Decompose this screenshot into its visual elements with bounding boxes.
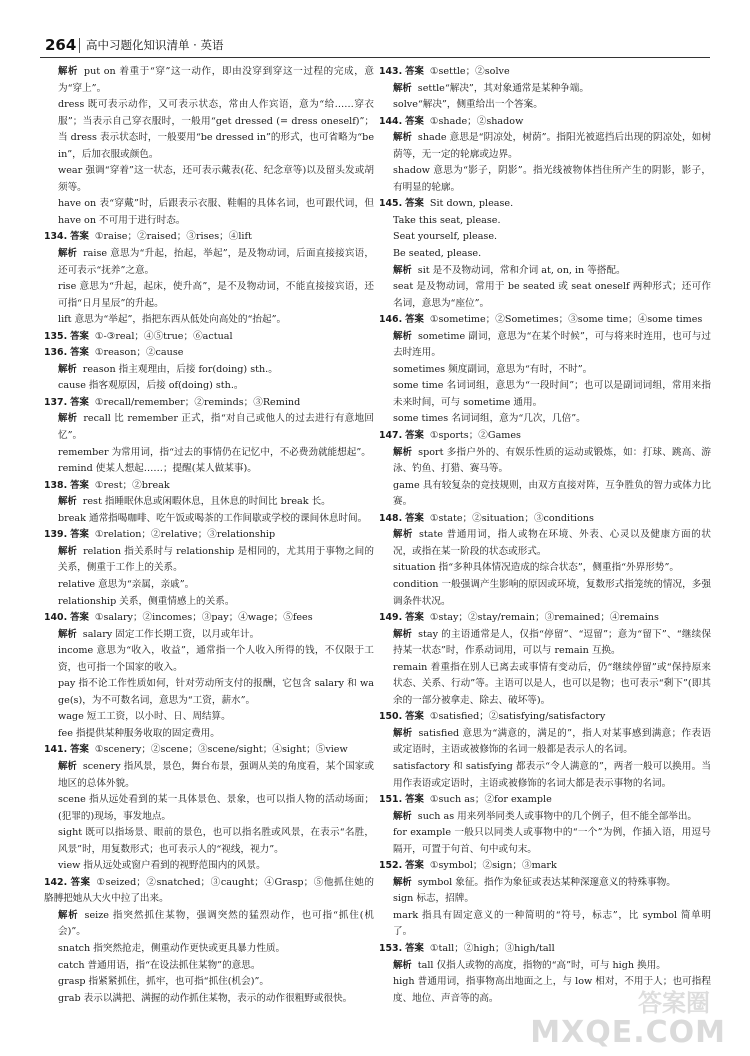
answer-label: 答案 bbox=[405, 612, 424, 624]
answer-entry bbox=[379, 792, 711, 809]
entry-text: ①seized；②snatched；③caught；④Grasp；⑤他抓住她的胳膊把她从大火中拉了出来。 bbox=[44, 876, 374, 905]
analysis-label: 解析 bbox=[58, 760, 77, 772]
answer-entry bbox=[44, 329, 374, 346]
analysis-label: 解析 bbox=[58, 413, 78, 425]
explanation-paragraph bbox=[393, 560, 711, 577]
entry-text: income 意思为“收入，收益”，通常指一个人收入所得的钱，不仅限于工资，也可指一个国家的收入。 bbox=[58, 645, 374, 673]
entry-text: catch 普通用语，指“在设法抓住某物”的意思。 bbox=[58, 959, 261, 971]
entry-text: reason 指主观理由，后接 for(doing) sth.。 bbox=[82, 363, 278, 375]
entry-text: shade 意思是“阴凉处，树荫”。指阳光被遮挡后出现的阴凉处，如树荫等，无一定的轮廓或边界。 bbox=[393, 132, 711, 160]
entry-text: salary 固定工作长期工资，以月或年计。 bbox=[82, 628, 260, 640]
analysis-label: 解析 bbox=[58, 248, 78, 260]
entry-text: seat 是及物动词，常用于 be seated 或 seat oneself 两种形式；还可作名词，意思为“座位”。 bbox=[393, 281, 711, 309]
entry-text: ①symbol；②sign；③mark bbox=[429, 860, 557, 872]
entry-text: wage 短工工资，以小时、日、周结算。 bbox=[58, 711, 231, 723]
analysis-label: 解析 bbox=[393, 810, 412, 822]
analysis-entry bbox=[393, 81, 711, 98]
entry-text: raise 意思为“升起，抬起，举起”，是及物动词，后面直接接宾语，还可表示“抚养”之意。 bbox=[58, 248, 374, 276]
answer-entry bbox=[44, 742, 374, 759]
entry-text: grab 表示以满把、满握的动作抓住某物，表示的动作很粗野或很快。 bbox=[58, 992, 353, 1004]
entry-text: sometimes 频度副词，意思为“有时，不时”。 bbox=[393, 363, 593, 375]
explanation-paragraph bbox=[393, 229, 711, 246]
analysis-entry bbox=[393, 875, 711, 892]
explanation-paragraph bbox=[58, 709, 374, 726]
entry-text: ①reason；②cause bbox=[94, 347, 184, 359]
question-number: 147. bbox=[379, 430, 403, 442]
answer-label: 答案 bbox=[70, 529, 89, 541]
question-number: 149. bbox=[379, 612, 403, 624]
analysis-entry bbox=[58, 908, 374, 941]
answer-entry bbox=[44, 527, 374, 544]
answer-label: 答案 bbox=[70, 479, 89, 491]
answer-entry bbox=[379, 428, 711, 445]
explanation-paragraph bbox=[58, 792, 374, 825]
answer-entry bbox=[379, 610, 711, 627]
question-number: 142. bbox=[44, 876, 68, 888]
book-title: 高中习题化知识清单 · 英语 bbox=[86, 38, 224, 52]
answer-entry bbox=[379, 196, 711, 213]
explanation-paragraph bbox=[58, 577, 374, 594]
entry-text: view 指从远处或窗户看到的视野范围内的风景。 bbox=[58, 860, 266, 872]
explanation-paragraph bbox=[393, 163, 711, 196]
answer-label: 答案 bbox=[405, 711, 424, 723]
answer-label: 答案 bbox=[405, 314, 424, 326]
entry-text: ①sports；②Games bbox=[429, 430, 521, 442]
explanation-paragraph bbox=[393, 891, 711, 908]
entry-text: ①recall/remember；②reminds；③Remind bbox=[94, 396, 301, 408]
analysis-entry bbox=[393, 726, 711, 759]
entry-text: rise 意思为“升起，起床，使升高”，是不及物动词，不能直接接宾语，还可指“日月星辰”的升起。 bbox=[58, 281, 374, 309]
watermark-logo: 答案圈 bbox=[638, 989, 710, 1017]
entry-text: satisfactory 和 satisfying 都表示“令人满意的”，两者一般可以换用。当用作表语或定语时，主语或被修饰的名词大都是表示事物的名词。 bbox=[393, 760, 711, 789]
question-number: 148. bbox=[379, 512, 403, 524]
answer-entry bbox=[44, 395, 374, 412]
explanation-paragraph bbox=[58, 858, 374, 875]
entry-text: snatch 指突然抢走，侧重动作更快或更具暴力性质。 bbox=[58, 942, 286, 954]
analysis-entry bbox=[393, 627, 711, 660]
entry-text: Take this seat, please. bbox=[393, 214, 501, 226]
analysis-label: 解析 bbox=[58, 545, 78, 557]
explanation-paragraph bbox=[58, 97, 374, 163]
question-number: 146. bbox=[379, 314, 403, 326]
question-number: 137. bbox=[44, 396, 68, 408]
question-number: 138. bbox=[44, 479, 68, 491]
analysis-entry bbox=[58, 544, 374, 577]
explanation-paragraph bbox=[393, 759, 711, 792]
explanation-paragraph bbox=[393, 362, 711, 379]
answer-label: 答案 bbox=[70, 330, 89, 342]
entry-text: ①-③real；④⑤true；⑥actual bbox=[94, 330, 233, 342]
entry-text: pay 指不论工作性质如何，针对劳动所支付的报酬，它包含 salary 和 wage(s)，为不可数名词，意思为“工资，薪水”。 bbox=[58, 678, 374, 706]
entry-text: ①scenery；②scene；③scene/sight；④sight；⑤view bbox=[94, 744, 348, 756]
question-number: 141. bbox=[44, 744, 68, 756]
explanation-paragraph bbox=[393, 378, 711, 411]
question-number: 140. bbox=[44, 612, 68, 624]
analysis-entry bbox=[58, 411, 374, 444]
entry-text: sometime 副词，意思为“在某个时候”，可与将来时连用，也可与过去时连用。 bbox=[393, 330, 711, 359]
entry-text: remain 着重指在别人已离去或事情有变动后，仍“继续停留”或“保持原来状态、关系、行动”等。主语可以是人，也可以是物；也可表示“剩下”(即其余的一部分被拿走、除去、破坏等)。 bbox=[393, 661, 711, 706]
entry-text: game 具有较复杂的竞技规则，由双方直接对阵，互争胜负的智力或体力比赛。 bbox=[393, 479, 711, 508]
entry-text: put on 着重于“穿”这一动作，即由没穿到穿这一过程的完成，意为“穿上”。 bbox=[58, 66, 374, 94]
explanation-paragraph bbox=[58, 445, 374, 462]
explanation-paragraph bbox=[393, 825, 711, 858]
question-number: 135. bbox=[44, 330, 68, 342]
analysis-entry bbox=[393, 958, 711, 975]
answer-entry bbox=[44, 345, 374, 362]
question-number: 153. bbox=[379, 942, 403, 954]
entry-text: remind 使某人想起……；提醒(某人做某事)。 bbox=[58, 463, 257, 475]
explanation-paragraph bbox=[58, 991, 374, 1008]
answer-label: 答案 bbox=[70, 612, 89, 624]
entry-text: relationship 关系，侧重情感上的关系。 bbox=[58, 595, 235, 607]
entry-text: some times 名词词组，意为“几次，几倍”。 bbox=[393, 413, 586, 425]
entry-text: Seat yourself, please. bbox=[393, 231, 498, 243]
entry-text: seize 指突然抓住某物，强调突然的猛烈动作，也可指“抓住(机会)”。 bbox=[58, 909, 374, 938]
answer-entry bbox=[379, 941, 711, 958]
question-number: 143. bbox=[379, 66, 403, 77]
entry-text: fee 指提供某种服务收取的固定费用。 bbox=[58, 727, 220, 739]
entry-text: rest 指睡眠休息或闲暇休息，且休息的时间比 break 长。 bbox=[82, 496, 331, 508]
analysis-label: 解析 bbox=[58, 363, 77, 375]
explanation-paragraph bbox=[58, 196, 374, 229]
entry-text: have on 表“穿戴”时，后跟表示衣服、鞋帽的具体名词，也可跟代词，但 have on 不可用于进行时态。 bbox=[58, 198, 374, 226]
entry-text: sport 多指户外的、有娱乐性质的运动或锻炼，如：打球、跳高、游泳、钓鱼、打猎、赛马等。 bbox=[393, 446, 711, 475]
explanation-paragraph bbox=[393, 908, 711, 941]
explanation-paragraph bbox=[58, 825, 374, 858]
analysis-label: 解析 bbox=[58, 496, 77, 508]
analysis-label: 解析 bbox=[393, 132, 412, 144]
question-number: 150. bbox=[379, 711, 403, 723]
entry-text: shadow 意思为“影子，阴影”。指光线被物体挡住所产生的阴影，影子，有明显的轮廓。 bbox=[393, 165, 711, 193]
explanation-paragraph bbox=[58, 312, 374, 329]
explanation-paragraph bbox=[58, 941, 374, 958]
explanation-paragraph bbox=[393, 411, 711, 428]
question-number: 151. bbox=[379, 794, 403, 806]
analysis-entry bbox=[393, 130, 711, 163]
analysis-label: 解析 bbox=[393, 330, 412, 342]
answer-entry bbox=[379, 312, 711, 329]
explanation-paragraph bbox=[58, 594, 374, 611]
analysis-label: 解析 bbox=[393, 264, 412, 276]
analysis-entry bbox=[393, 809, 711, 826]
entry-text: scene 指从远处看到的某一具体景色、景象，也可以指人物的活动场面；(犯罪的)现场，事发地点。 bbox=[58, 794, 374, 822]
analysis-label: 解析 bbox=[58, 628, 77, 640]
entry-text: symbol 象征。指作为象征或表达某种深邃意义的特殊事物。 bbox=[417, 876, 676, 888]
page-number: 264 bbox=[45, 36, 77, 54]
entry-text: for example 一般只以同类人或事物中的“一个”为例，作插入语，用逗号隔开，可置于句首、句中或句末。 bbox=[393, 827, 711, 855]
entry-text: ①such as；②for example bbox=[429, 794, 552, 806]
watermark-url: MXQE.COM bbox=[530, 1015, 726, 1050]
analysis-label: 解析 bbox=[58, 909, 79, 921]
explanation-paragraph bbox=[393, 660, 711, 710]
entry-text: grasp 指紧紧抓住，抓牢，也可指“抓住(机会)”。 bbox=[58, 976, 269, 988]
analysis-entry bbox=[393, 329, 711, 362]
answer-label: 答案 bbox=[405, 66, 424, 77]
entry-text: ①raise；②raised；③rises；④lift bbox=[94, 231, 252, 243]
entry-text: ①rest；②break bbox=[94, 479, 170, 491]
explanation-paragraph bbox=[58, 279, 374, 312]
answer-label: 答案 bbox=[70, 876, 91, 888]
explanation-paragraph bbox=[58, 726, 374, 743]
entry-text: dress 既可表示动作，又可表示状态，常由人作宾语，意为“给……穿衣服”；当表示自己穿衣服时，一般用“get dressed (= dress oneself)”；当 dress 表示状态时，一般要用“be dressed in”的形式，也可省略为“be in”，后加衣服或颜色。 bbox=[58, 99, 374, 160]
analysis-label: 解析 bbox=[393, 446, 413, 458]
answer-label: 答案 bbox=[405, 860, 424, 872]
entry-text: Sit down, please. bbox=[429, 198, 514, 210]
entry-text: cause 指客观原因，后接 of(doing) sth.。 bbox=[58, 380, 244, 392]
answer-label: 答案 bbox=[70, 347, 89, 359]
entry-text: satisfied 意思为“满意的，满足的”，指人对某事感到满意；作表语或定语时，主语或被修饰的名词一般都是表示人的名词。 bbox=[393, 727, 711, 756]
left-column bbox=[44, 64, 374, 1007]
entry-text: high 普通用词，指事物高出地面之上，与 low 相对，不用于人；也可指程度、地位、声音等的高。 bbox=[393, 976, 711, 1004]
answer-label: 答案 bbox=[405, 512, 424, 524]
entry-text: ①shade；②shadow bbox=[429, 115, 524, 127]
entry-text: sit 是不及物动词，常和介词 at, on, in 等搭配。 bbox=[417, 264, 626, 276]
analysis-entry bbox=[58, 627, 374, 644]
analysis-entry bbox=[393, 263, 711, 280]
question-number: 152. bbox=[379, 860, 403, 872]
header-divider bbox=[79, 38, 80, 53]
answer-entry bbox=[44, 610, 374, 627]
explanation-paragraph bbox=[58, 511, 374, 528]
entry-text: ①settle；②solve bbox=[429, 66, 510, 77]
entry-text: ①sometime；②Sometimes；③some time；④some times bbox=[429, 314, 703, 326]
entry-text: break 通常指喝咖啡、吃午饭或喝茶的工作间歇或学校的课间休息时间。 bbox=[58, 512, 368, 524]
entry-text: wear 强调“穿着”这一状态，还可表示戴表(花、纪念章等)以及留头发或胡须等。 bbox=[58, 165, 374, 193]
answer-entry bbox=[379, 709, 711, 726]
entry-text: tall 仅指人或物的高度，指物的“高”时，可与 high 换用。 bbox=[417, 959, 666, 971]
entry-text: condition 一般强调产生影响的原因或环境，复数形式指笼统的情况，多强调条件状况。 bbox=[393, 578, 711, 607]
explanation-paragraph bbox=[58, 643, 374, 676]
entry-text: mark 指具有固定意义的一种简明的“符号，标志”，比 symbol 简单明了。 bbox=[393, 909, 711, 938]
explanation-paragraph bbox=[58, 378, 374, 395]
entry-text: situation 指“多种具体情况造成的综合状态”，侧重指“外界形势”。 bbox=[393, 562, 679, 574]
explanation-paragraph bbox=[393, 213, 711, 230]
entry-text: Be seated, please. bbox=[393, 248, 482, 260]
answer-label: 答案 bbox=[70, 744, 89, 756]
entry-text: some time 名词词组，意思为“一段时间”；也可以是副词词组，常用来指未来时间，可与 sometime 通用。 bbox=[393, 380, 711, 408]
answer-entry bbox=[44, 478, 374, 495]
answer-entry bbox=[44, 875, 374, 908]
entry-text: ①relation；②relative；③relationship bbox=[94, 529, 276, 541]
answer-label: 答案 bbox=[70, 231, 89, 243]
entry-text: ①satisfied；②satisfying/satisfactory bbox=[429, 711, 606, 723]
explanation-paragraph bbox=[58, 974, 374, 991]
question-number: 145. bbox=[379, 198, 403, 210]
answer-entry bbox=[379, 511, 711, 528]
analysis-label: 解析 bbox=[393, 529, 413, 541]
explanation-paragraph bbox=[58, 163, 374, 196]
answer-label: 答案 bbox=[405, 942, 424, 954]
answer-entry bbox=[379, 64, 711, 81]
answer-entry bbox=[379, 114, 711, 131]
entry-text: state 普通用词，指人或物在环境、外表、心灵以及健康方面的状况，或指在某一阶段的状态或形式。 bbox=[393, 529, 711, 557]
question-number: 144. bbox=[379, 115, 403, 127]
answer-label: 答案 bbox=[405, 794, 424, 806]
analysis-entry bbox=[58, 494, 374, 511]
analysis-entry bbox=[58, 362, 374, 379]
explanation-paragraph bbox=[393, 246, 711, 263]
analysis-label: 解析 bbox=[393, 876, 412, 888]
explanation-paragraph bbox=[393, 97, 711, 114]
analysis-entry bbox=[58, 759, 374, 792]
entry-text: recall 比 remember 正式，指“对自己或他人的过去进行有意地回忆”。 bbox=[58, 413, 374, 442]
analysis-label: 解析 bbox=[393, 727, 413, 739]
entry-text: solve“解决”，侧重给出一个答案。 bbox=[393, 99, 543, 111]
explanation-paragraph bbox=[58, 676, 374, 709]
answer-label: 答案 bbox=[405, 115, 424, 127]
question-number: 139. bbox=[44, 529, 68, 541]
explanation-paragraph bbox=[393, 478, 711, 511]
analysis-entry bbox=[58, 246, 374, 279]
analysis-entry bbox=[393, 527, 711, 560]
entry-text: ①stay；②stay/remain；③remained；④remains bbox=[429, 612, 659, 624]
entry-text: ①state；②situation；③conditions bbox=[429, 512, 594, 524]
explanation-paragraph bbox=[58, 461, 374, 478]
entry-text: lift 意思为“举起”，指把东西从低处向高处的“抬起”。 bbox=[58, 314, 287, 326]
entry-text: such as 用来列举同类人或事物中的几个例子，但不能全部举出。 bbox=[417, 810, 698, 822]
entry-text: relation 指关系时与 relationship 是相同的，尤其用于事物之间的关系，侧重于工作上的关系。 bbox=[58, 545, 374, 574]
analysis-label: 解析 bbox=[393, 628, 413, 640]
entry-text: scenery 指风景，景色，舞台布景，强调从美的角度看，某个国家或地区的总体外貌。 bbox=[58, 760, 374, 789]
answer-label: 答案 bbox=[405, 430, 424, 442]
question-number: 134. bbox=[44, 231, 68, 243]
header-rule bbox=[40, 57, 710, 58]
analysis-label: 解析 bbox=[393, 959, 412, 971]
right-column bbox=[379, 64, 711, 1007]
analysis-label: 解析 bbox=[393, 82, 412, 94]
question-number: 136. bbox=[44, 347, 68, 359]
entry-text: stay 的主语通常是人，仅指“停留”、“逗留”；意为“留下”、“继续保持某一状态”时，作系动词用，可以与 remain 互换。 bbox=[393, 628, 711, 657]
analysis-entry bbox=[58, 64, 374, 97]
analysis-label: 解析 bbox=[58, 66, 78, 77]
entry-text: sign 标志，招牌。 bbox=[393, 893, 474, 905]
answer-entry bbox=[379, 858, 711, 875]
entry-text: sight 既可以指场景、眼前的景色，也可以指名胜或风景，在表示“名胜，风景”时，用复数形式；也可表示人的“视线，视力”。 bbox=[58, 827, 374, 855]
answer-label: 答案 bbox=[405, 198, 424, 210]
entry-text: remember 为常用词，指“过去的事情仍在记忆中，不必费劲就能想起”。 bbox=[58, 446, 371, 458]
entry-text: ①salary；②incomes；③pay；④wage；⑤fees bbox=[94, 612, 313, 624]
entry-text: relative 意思为“亲属，亲戚”。 bbox=[58, 578, 195, 590]
explanation-paragraph bbox=[393, 279, 711, 312]
entry-text: settle“解决”，其对象通常是某种争端。 bbox=[417, 82, 589, 94]
explanation-paragraph bbox=[393, 577, 711, 610]
entry-text: ①tall；②high；③high/tall bbox=[429, 942, 555, 954]
page-header bbox=[0, 0, 750, 62]
answer-label: 答案 bbox=[70, 396, 89, 408]
explanation-paragraph bbox=[58, 958, 374, 975]
answer-entry bbox=[44, 229, 374, 246]
analysis-entry bbox=[393, 445, 711, 478]
